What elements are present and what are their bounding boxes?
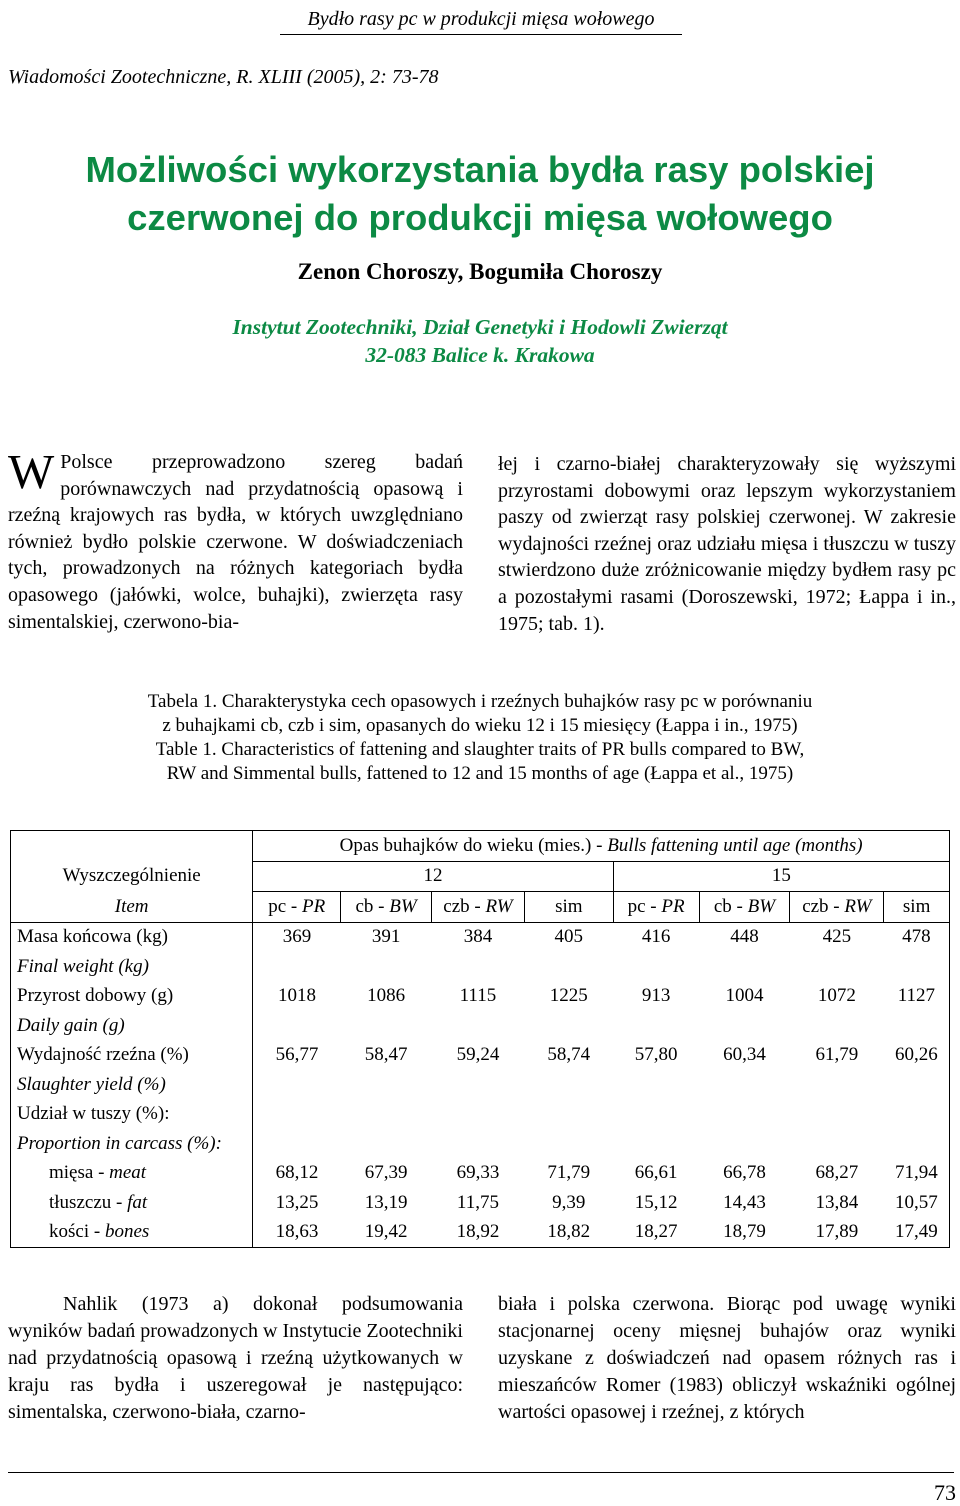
table-caption-pl-2: z buhajkami cb, czb i sim, opasanych do wieku 12 i 15 miesięcy (Łappa i in., 1975) xyxy=(162,715,798,736)
table-cell: 60,34 xyxy=(723,1044,766,1066)
table-cell: 68,12 xyxy=(253,1159,341,1189)
breed-pl: pc - xyxy=(627,895,662,917)
page-number: 73 xyxy=(934,1480,956,1505)
breed-en: RW xyxy=(485,895,513,917)
breed-header xyxy=(524,892,613,923)
running-head: Bydło rasy pc w produkcji mięsa wołowego xyxy=(280,8,682,35)
table-caption-en-1: Table 1. Characteristics of fattening and slaughter traits of PR bulls compared to BW, xyxy=(155,739,805,760)
proportion-label-pl: Udział w tuszy (%): xyxy=(17,1103,170,1125)
data-table xyxy=(10,830,950,1248)
table-cell: 13,19 xyxy=(364,1191,408,1213)
table-cell: 58,74 xyxy=(547,1044,591,1066)
row-label-pl: Masa końcowa (kg) xyxy=(11,922,253,952)
table-cell: 1072 xyxy=(817,985,856,1007)
intro-paragraph-right: łej i czarno-białej charakteryzowały się wyższymi przyrostami dobowymi oraz lepszym wykorzystaniem paszy od zwierząt rasy polskiej czerwonej. W zakresie wydajności rzeźnej oraz udziału mięsa i tłuszczu w tuszy stwierdzono duże zróżnicowanie między bydłem rasy pc a pozostałymi rasami (Doroszewski, 1972; Łappa i in., 1975; tab. 1). xyxy=(498,453,956,635)
table-cell: 391 xyxy=(341,922,432,952)
breed-pl: sim xyxy=(555,895,583,917)
table-cell: 1086 xyxy=(367,985,406,1007)
title-line-2: czerwonej do produkcji mięsa wołowego xyxy=(127,197,833,238)
table-cell: 11,75 xyxy=(456,1191,499,1213)
table-caption-pl-1: Tabela 1. Charakterystyka cech opasowych i rzeźnych buhajków rasy pc w porównaniu xyxy=(147,691,813,712)
breed-header xyxy=(884,892,950,923)
row-label-en: Final weight (kg) xyxy=(17,955,149,977)
header-group-cell xyxy=(253,831,950,862)
table-cell: 67,39 xyxy=(364,1162,408,1184)
sub-row-label-en: bones xyxy=(104,1221,150,1243)
sub-row-label xyxy=(11,1188,253,1218)
table-cell: 18,79 xyxy=(723,1221,766,1243)
table-cell: 15,12 xyxy=(634,1191,678,1213)
table-row xyxy=(11,922,950,952)
table-cell: 58,47 xyxy=(364,1044,408,1066)
table-cell: 384 xyxy=(432,922,525,952)
breed-pl: cb - xyxy=(713,895,748,917)
sub-row-label-pl: kości - xyxy=(49,1221,105,1243)
table-cell: 448 xyxy=(699,922,790,952)
intro-left-column xyxy=(8,444,463,635)
table-cell: 60,26 xyxy=(895,1044,938,1066)
table-cell: 69,33 xyxy=(456,1162,500,1184)
table-cell: 369 xyxy=(253,922,341,952)
table-row-group-label xyxy=(11,1100,950,1130)
affiliation-address: 32-083 Balice k. Krakowa xyxy=(365,343,595,367)
journal-reference: Wiadomości Zootechniczne, R. XLIII (2005), 2: 73-78 xyxy=(8,66,439,88)
table-row xyxy=(11,1188,950,1218)
table-cell: 57,80 xyxy=(634,1044,678,1066)
sub-row-label-en: fat xyxy=(127,1191,148,1213)
row-label-pl: Wydajność rzeźna (%) xyxy=(17,1044,189,1066)
bottom-paragraph-right: biała i polska czerwona. Biorąc pod uwagę wyniki stacjonarnej oceny mięsnej buhajów oraz wyniki uzyskane z doświadczeń nad opasem różnych ras i mieszańców Romer (1983) obliczył wskaźniki ogólnej wartości opasowej i rzeźnej, z których xyxy=(498,1293,956,1423)
table-cell: 1018 xyxy=(253,982,341,1012)
sub-row-label-en: meat xyxy=(109,1162,147,1184)
table-row-en xyxy=(11,1070,950,1100)
breed-header xyxy=(699,892,790,923)
table-row xyxy=(11,1218,950,1248)
table-header-row-age xyxy=(11,861,950,892)
table-cell: 71,79 xyxy=(547,1162,591,1184)
header-blank xyxy=(11,831,253,862)
stub-header-en: Item xyxy=(114,895,149,917)
breed-en: PR xyxy=(302,895,326,917)
breed-pl: sim xyxy=(902,895,931,917)
table-cell: 913 xyxy=(641,985,671,1007)
table-cell: 9,39 xyxy=(552,1191,586,1213)
table-row xyxy=(11,982,950,1012)
bottom-right-column xyxy=(498,1291,956,1426)
table-row xyxy=(11,1041,950,1071)
intro-right-column xyxy=(498,451,956,637)
table-cell: 18,82 xyxy=(547,1221,591,1243)
breed-header xyxy=(432,892,525,923)
table-row-group-label-en xyxy=(11,1129,950,1159)
table-cell: 66,78 xyxy=(723,1162,766,1184)
header-age-12: 12 xyxy=(253,861,613,892)
header-age-15: 15 xyxy=(613,861,949,892)
sub-row-label-pl: mięsa - xyxy=(49,1162,110,1184)
breed-pl: czb - xyxy=(802,895,845,917)
intro-paragraph-left: Polsce przeprowadzono szereg badań porównawczych nad przydatnością opasową i rzeźną krajowych ras bydła, w których uwzględniano również bydło polskie czerwone. W doświadczeniach tych, prowadzonych na różnych kategoriach bydła opasowego (jałówki, wolce, buhajki), zwierzęta rasy simentalskiej, czerwono-bia- xyxy=(8,451,463,633)
affiliation-institute: Instytut Zootechniki, Dział Genetyki i Hodowli Zwierząt xyxy=(232,315,728,339)
table-header-row-breeds xyxy=(11,892,950,923)
sub-row-label xyxy=(11,1218,253,1248)
article-title xyxy=(0,146,960,242)
table-cell: 17,89 xyxy=(815,1221,859,1243)
table-cell: 416 xyxy=(613,922,699,952)
bottom-paragraph-left: Nahlik (1973 a) dokonał podsumowania wyników badań prowadzonych w Instytucie Zootechniki nad przydatnością opasową i rzeźną użytkowanych w kraju ras bydła i uszeregował je następująco: simentalska, czerwono-biała, czarno- xyxy=(8,1293,463,1423)
table-row xyxy=(11,1159,950,1189)
bottom-left-column xyxy=(8,1291,463,1426)
table-header-row-group xyxy=(11,831,950,862)
stub-header-pl: Wyszczególnienie xyxy=(62,865,201,887)
table-cell: 18,92 xyxy=(456,1221,500,1243)
sub-row-label xyxy=(11,1159,253,1189)
row-label-en: Slaughter yield (%) xyxy=(17,1073,166,1095)
table-cell: 66,61 xyxy=(634,1162,678,1184)
breed-pl: czb - xyxy=(443,895,486,917)
table-cell: 18,27 xyxy=(634,1221,678,1243)
proportion-label-en: Proportion in carcass (%): xyxy=(17,1132,222,1154)
breed-en: PR xyxy=(661,895,685,917)
table-row-en xyxy=(11,1011,950,1041)
drop-cap: W xyxy=(8,444,55,499)
table-cell: 425 xyxy=(790,922,884,952)
breed-en: BW xyxy=(389,895,417,917)
table-cell: 1004 xyxy=(725,985,764,1007)
breed-header xyxy=(790,892,884,923)
table-cell: 56,77 xyxy=(253,1041,341,1071)
table-cell: 71,94 xyxy=(895,1162,938,1184)
table-cell: 405 xyxy=(524,922,613,952)
table-cell: 1225 xyxy=(549,985,588,1007)
table-cell: 68,27 xyxy=(815,1162,859,1184)
breed-header xyxy=(341,892,432,923)
table-cell: 10,57 xyxy=(895,1191,938,1213)
table-cell: 59,24 xyxy=(456,1044,500,1066)
table-cell: 1115 xyxy=(459,985,497,1007)
breed-en: RW xyxy=(844,895,872,917)
title-line-1: Możliwości wykorzystania bydła rasy polskiej xyxy=(85,149,875,190)
table-caption-en-2: RW and Simmental bulls, fattened to 12 and 15 months of age (Łappa et al., 1975) xyxy=(166,763,794,784)
row-label-en: Daily gain (g) xyxy=(17,1014,125,1036)
table-cell: 13,25 xyxy=(253,1188,341,1218)
breed-pl: cb - xyxy=(355,895,390,917)
header-group-pl: Opas buhajków do wieku (mies.) - xyxy=(339,834,608,856)
footer-divider xyxy=(8,1472,954,1473)
table-cell: 14,43 xyxy=(723,1191,766,1213)
table-cell: 18,63 xyxy=(253,1218,341,1248)
sub-row-label-pl: tłuszczu - xyxy=(49,1191,128,1213)
breed-header xyxy=(613,892,699,923)
table-cell: 13,84 xyxy=(815,1191,859,1213)
breed-en: BW xyxy=(747,895,776,917)
authors: Zenon Choroszy, Bogumiła Choroszy xyxy=(297,259,663,284)
table-row-en xyxy=(11,952,950,982)
breed-header xyxy=(253,892,341,923)
table-cell: 19,42 xyxy=(364,1221,408,1243)
header-group-en: Bulls fattening until age (months) xyxy=(607,834,863,856)
table-cell: 61,79 xyxy=(815,1044,859,1066)
table-cell: 1127 xyxy=(897,985,936,1007)
table-cell: 17,49 xyxy=(895,1221,938,1243)
row-label-pl: Przyrost dobowy (g) xyxy=(17,985,174,1007)
breed-pl: pc - xyxy=(268,895,302,917)
table-cell: 478 xyxy=(884,922,950,952)
